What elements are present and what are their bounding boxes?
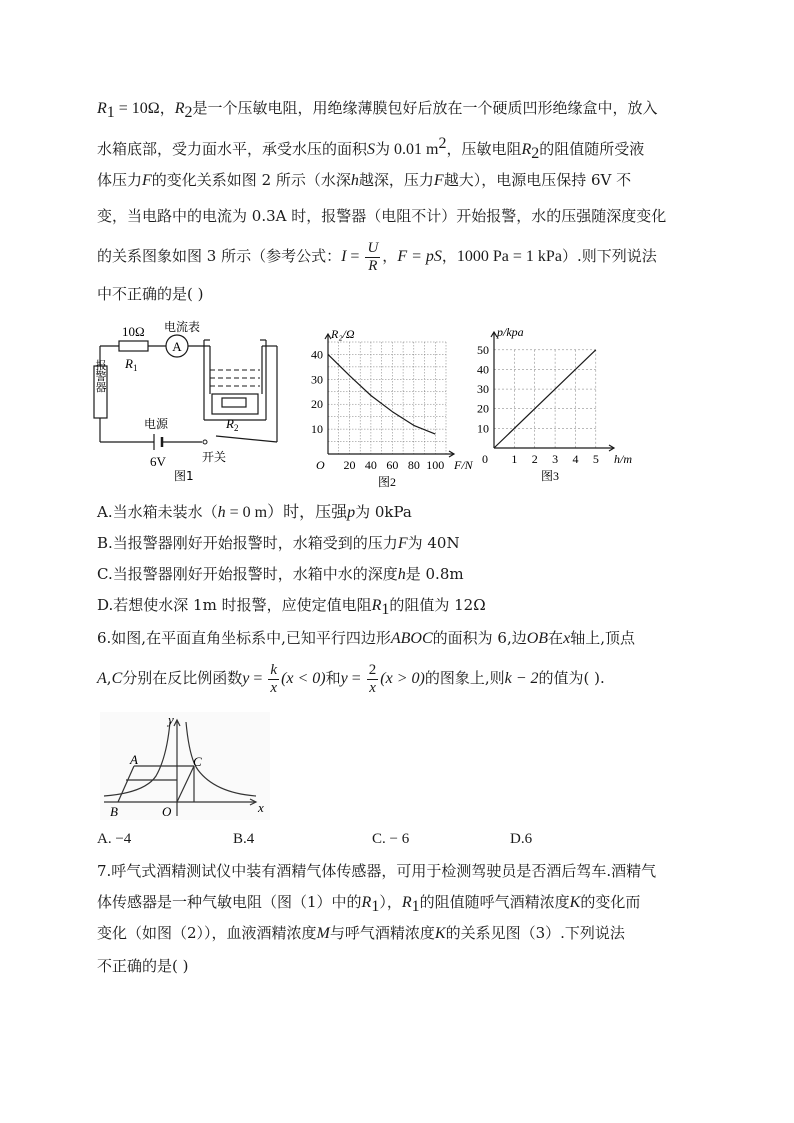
figure-3-chart bbox=[470, 308, 632, 488]
r1-label: $R_1$ bbox=[125, 356, 138, 373]
r2-label: $R_2$ bbox=[226, 416, 239, 433]
ammeter-symbol: A bbox=[172, 339, 182, 354]
r1-value: 10Ω bbox=[122, 324, 145, 339]
y-tick-label: 10 bbox=[311, 422, 323, 437]
x-axis-label: h/m bbox=[614, 452, 632, 466]
q6-option-c[interactable]: C. − 6 bbox=[372, 831, 410, 847]
x-tick-label: 3 bbox=[552, 452, 559, 466]
q7-line-1: 7.呼气式酒精测试仪中装有酒精气体传感器，可用于检测驾驶员是否酒后驾车.酒精气 bbox=[97, 862, 657, 880]
y-tick-label: 30 bbox=[311, 372, 323, 387]
y-tick-label: 40 bbox=[311, 347, 323, 362]
y-axis-label: p/kpa bbox=[497, 325, 524, 339]
q7-line-2: 体传感器是一种气敏电阻（图（1）中的$R_1$），$R_1$的阻值随呼气酒精浓度K的变化而 bbox=[97, 893, 641, 915]
switch bbox=[203, 440, 207, 444]
voltage-label: 6V bbox=[150, 454, 166, 469]
label-a: A bbox=[130, 752, 138, 767]
alarm-label: 报警器 bbox=[94, 359, 107, 393]
y-tick-label: 30 bbox=[477, 382, 489, 397]
y-tick-label: 40 bbox=[477, 362, 489, 377]
x-tick-label: 40 bbox=[364, 458, 377, 472]
label-o: O bbox=[162, 804, 172, 819]
figure-1-circuit bbox=[92, 318, 292, 486]
q5-option-c[interactable]: C.当报警器刚好开始报警时，水箱中水的深度h是 0.8m bbox=[97, 565, 464, 583]
label-y: y bbox=[168, 712, 174, 727]
switch-label: 开关 bbox=[202, 450, 227, 464]
x-tick-label: 2 bbox=[531, 452, 538, 466]
x-tick-label: 80 bbox=[407, 458, 420, 472]
q6-option-b[interactable]: B.4 bbox=[233, 831, 255, 847]
x-tick-label: 4 bbox=[572, 452, 579, 466]
figure-2-chart bbox=[300, 310, 473, 489]
q5-line-5: 的关系图象如图 3 所示（参考公式：I = $\frac{U}{R}$ ，F = pS，1000 Pa = 1 kPa）.则下列说法 bbox=[97, 239, 657, 274]
q6-option-a[interactable]: A. −4 bbox=[97, 831, 132, 847]
x-axis-label: F/N bbox=[454, 458, 473, 472]
origin-label: O bbox=[316, 458, 325, 472]
y-tick-label: 20 bbox=[311, 397, 323, 412]
q7-line-3: 变化（如图（2）），血液酒精浓度M与呼气酒精浓度K的关系见图（3）.下列说法 bbox=[97, 924, 625, 942]
q5-option-a[interactable]: A.当水箱未装水（h = 0 m）时，压强p为 0kPa bbox=[97, 503, 412, 521]
y-axis-label: R₂/Ω bbox=[331, 327, 355, 341]
q6-line-2: A,C分别在反比例函数y = $\frac{k}{x}$ (x < 0)和y = $\frac{2}{x}$ (x > 0)的图象上,则k − 2的值为( ). bbox=[97, 661, 605, 696]
ammeter-label: 电流表 bbox=[164, 320, 201, 334]
y-tick-label: 50 bbox=[477, 342, 489, 357]
q5-line-2: 水箱底部，受力面水平，承受水压的面积S为 0.01 $m^2$，压敏电阻$R_2$的阻值随所受液 bbox=[97, 135, 645, 162]
q6-line-1: 6.如图,在平面直角坐标系中,已知平行四边形ABOC的面积为 6,边OB在x轴上,顶点 bbox=[97, 629, 635, 647]
x-tick-label: 1 bbox=[511, 452, 518, 466]
water-dashes bbox=[210, 370, 260, 386]
origin-label: 0 bbox=[482, 452, 488, 466]
q5-line-4: 变，当电路中的电流为 0.3A 时，报警器（电阻不计）开始报警，水的压强随深度变化 bbox=[97, 207, 667, 225]
chart-caption: 图3 bbox=[540, 469, 560, 483]
label-c: C bbox=[193, 754, 202, 769]
label-b: B bbox=[110, 804, 118, 819]
label-x: x bbox=[258, 800, 264, 815]
x-tick-label: 5 bbox=[592, 452, 599, 466]
q5-line-1: $R_1 = 10\Omega$，$R_2$是一个压敏电阻，用绝缘薄膜包好后放在一个硬质凹形绝缘盒中，放入 bbox=[97, 99, 658, 121]
x-tick-label: 20 bbox=[343, 458, 356, 472]
x-tick-label: 60 bbox=[386, 458, 399, 472]
q5-line-3: 体压力F的变化关系如图 2 所示（水深h越深，压力F越大），电源电压保持 6V 不 bbox=[97, 171, 632, 189]
y-tick-label: 10 bbox=[477, 421, 489, 436]
y-tick-label: 20 bbox=[477, 401, 489, 416]
q7-line-4: 不正确的是( ) bbox=[97, 957, 189, 975]
q5-line-6: 中不正确的是( ) bbox=[97, 285, 204, 303]
series-line-p bbox=[494, 350, 596, 448]
chart-caption: 图2 bbox=[377, 475, 397, 489]
q6-figure bbox=[100, 712, 270, 820]
formula-fraction: $\frac{U}{R}$ bbox=[367, 239, 379, 274]
resistor-r1 bbox=[119, 341, 148, 351]
x-tick-label: 100 bbox=[426, 458, 445, 472]
q5-option-d[interactable]: D.若想使水深 1m 时报警，应使定值电阻$R_1$的阻值为 12Ω bbox=[97, 596, 486, 618]
resistor-r2 bbox=[222, 398, 246, 407]
figure-1-caption: 图1 bbox=[174, 469, 194, 483]
q6-option-d[interactable]: D.6 bbox=[510, 831, 533, 847]
source-label: 电源 bbox=[144, 417, 169, 431]
q5-option-b[interactable]: B.当报警器刚好开始报警时，水箱受到的压力F为 40N bbox=[97, 534, 460, 552]
